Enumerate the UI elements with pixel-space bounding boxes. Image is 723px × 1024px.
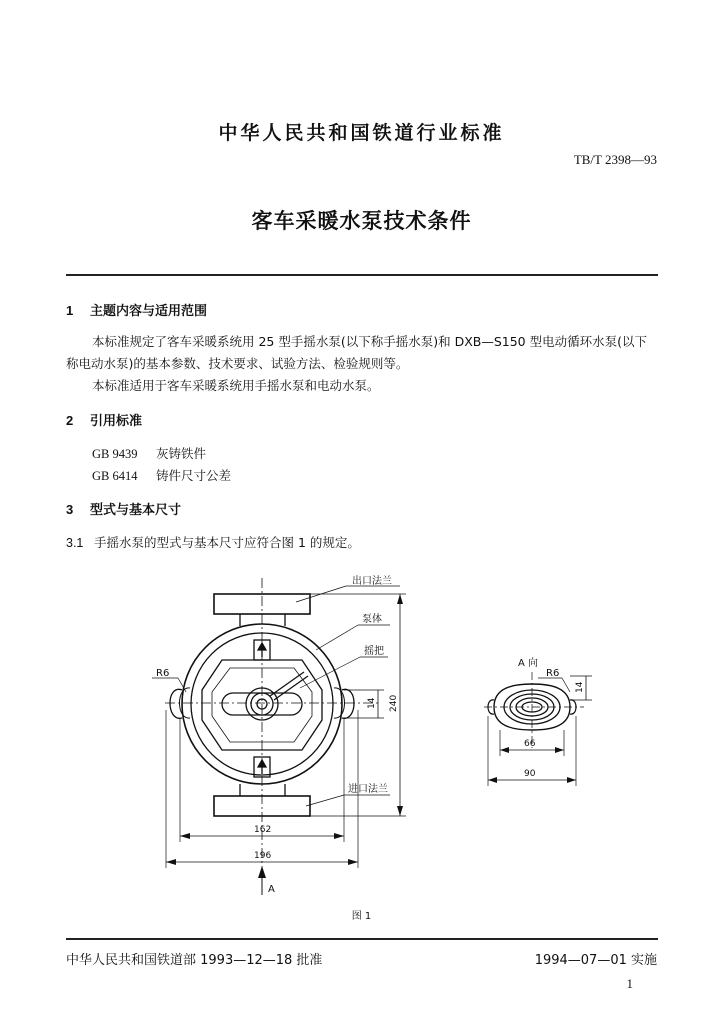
section-number: 1 bbox=[66, 303, 74, 318]
page-number: 1 bbox=[626, 976, 633, 991]
inlet-flange-label: 进口法兰 bbox=[348, 784, 388, 795]
pump-body-label: 泵体 bbox=[362, 614, 382, 625]
section-number: 3 bbox=[66, 502, 74, 517]
r6-label: R6 bbox=[156, 668, 170, 679]
approval-statement: 中华人民共和国铁道部 1993—12—18 批准 bbox=[66, 953, 323, 968]
dimension-162: 162 bbox=[254, 825, 272, 835]
figure-1-drawing bbox=[0, 560, 723, 905]
effective-date: 1994—07—01 实施 bbox=[534, 953, 657, 968]
section-title: 引用标准 bbox=[90, 414, 143, 429]
reference-code: GB 6414 bbox=[92, 469, 138, 483]
view-a-label: A 向 bbox=[518, 658, 539, 669]
section-title: 主题内容与适用范围 bbox=[90, 304, 208, 319]
clause-3-1 bbox=[66, 533, 360, 551]
clause-number: 3.1 bbox=[66, 536, 84, 550]
header-rule bbox=[66, 274, 658, 276]
view-arrow-label: A bbox=[268, 884, 275, 895]
clause-text: 手摇水泵的型式与基本尺寸应符合图 1 的规定。 bbox=[94, 535, 360, 550]
footer-rule bbox=[66, 938, 658, 940]
outlet-flange-label: 出口法兰 bbox=[352, 576, 392, 587]
section-1-heading bbox=[66, 300, 207, 319]
section-title: 型式与基本尺寸 bbox=[90, 503, 182, 518]
standard-code: TB/T 2398—93 bbox=[573, 152, 657, 167]
section-number: 2 bbox=[66, 413, 74, 428]
dimension-196: 196 bbox=[254, 851, 272, 861]
dimension-14: 14 bbox=[367, 697, 377, 709]
figure-caption: 图 1 bbox=[351, 911, 372, 922]
section-1-paragraph-1: 本标准规定了客车采暖系统用 25 型手摇水泵(以下称手摇水泵)和 DXB—S150 型电动循环水泵(以下称电动水泵)的基本参数、技术要求、试验方法、检验规则等。 bbox=[66, 334, 647, 371]
reference-title: 灰铸铁件 bbox=[156, 446, 207, 461]
handle-label: 摇把 bbox=[364, 646, 384, 657]
reference-code: GB 9439 bbox=[92, 447, 138, 461]
dimension-14-view-a: 14 bbox=[575, 681, 585, 693]
section-2-heading bbox=[66, 410, 142, 429]
r6-view-a-label: R6 bbox=[546, 668, 560, 679]
section-3-heading bbox=[66, 499, 181, 518]
reference-title: 铸件尺寸公差 bbox=[156, 468, 232, 483]
section-1-paragraph-2: 本标准适用于客车采暖系统用手摇水泵和电动水泵。 bbox=[92, 378, 380, 393]
dimension-66: 66 bbox=[524, 739, 536, 749]
reference-item bbox=[92, 466, 231, 484]
dimension-240: 240 bbox=[389, 694, 399, 712]
reference-item bbox=[92, 444, 206, 462]
standard-category-title: 中华人民共和国铁道行业标准 bbox=[218, 122, 505, 144]
document-title: 客车采暖水泵技术条件 bbox=[251, 209, 472, 233]
dimension-90: 90 bbox=[524, 769, 536, 779]
